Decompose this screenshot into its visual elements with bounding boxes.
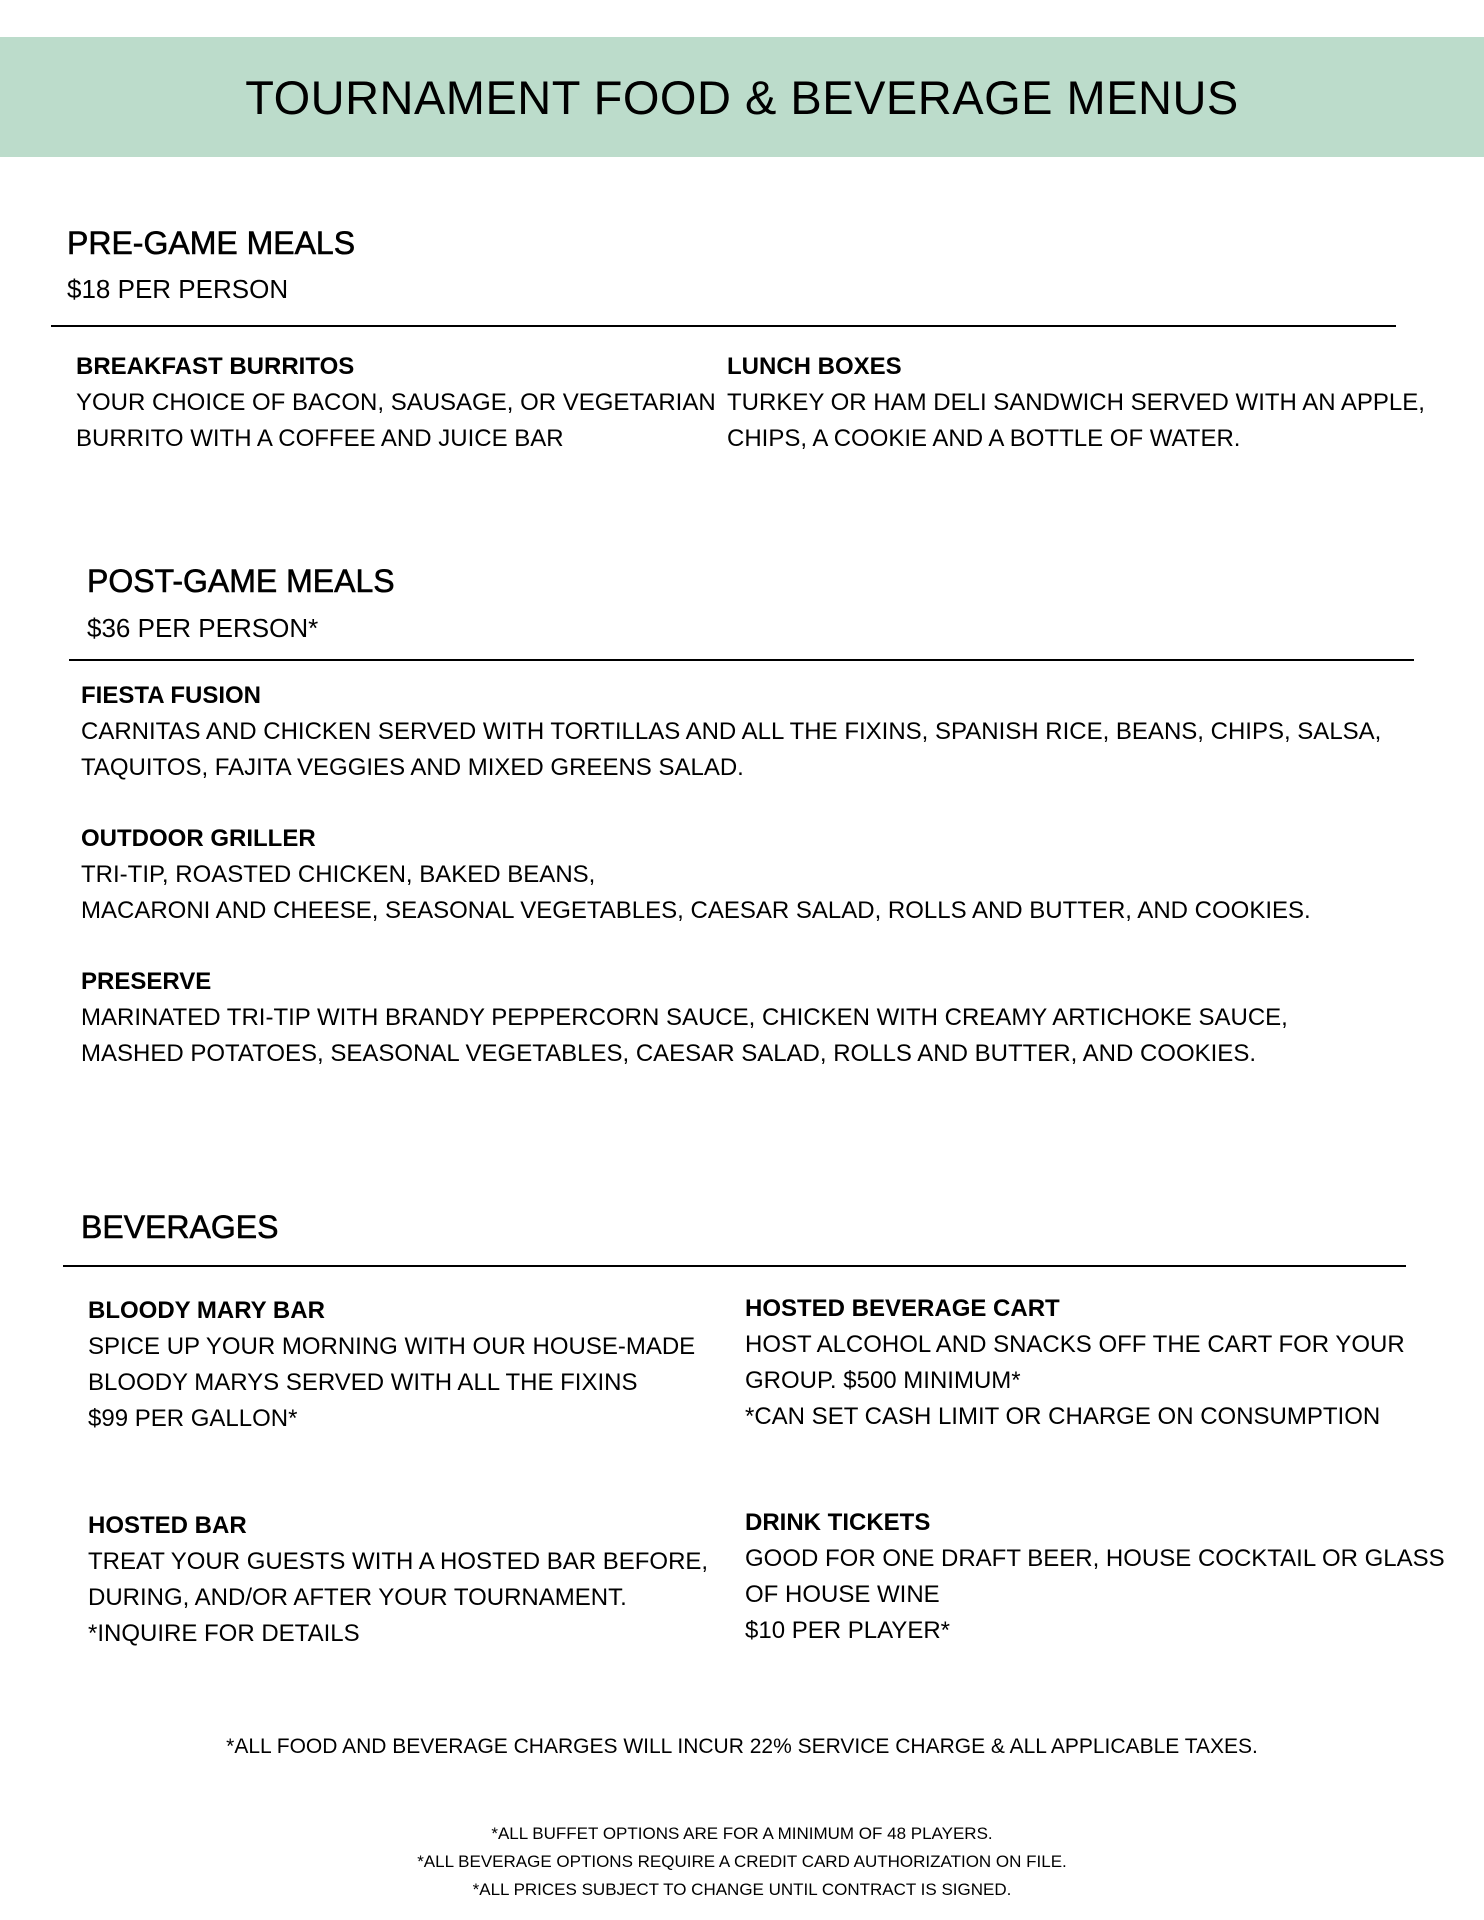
item-description: GOOD FOR ONE DRAFT BEER, HOUSE COCKTAIL OR GLASS — [745, 1545, 1445, 1572]
item-description: SPICE UP YOUR MORNING WITH OUR HOUSE-MADE — [88, 1333, 696, 1360]
item-name: PRESERVE — [81, 968, 212, 995]
page-title: TOURNAMENT FOOD & BEVERAGE MENUS — [245, 70, 1239, 124]
price-change-note: *ALL PRICES SUBJECT TO CHANGE UNTIL CONTRACT IS SIGNED. — [472, 1880, 1012, 1899]
title-banner — [0, 37, 1484, 157]
menu-item-fiesta-fusion — [81, 678, 1381, 786]
item-name: BLOODY MARY BAR — [88, 1297, 325, 1324]
menu-item-hosted-beverage-cart — [745, 1291, 1405, 1435]
beverages-divider — [63, 1265, 1406, 1267]
service-charge-note: *ALL FOOD AND BEVERAGE CHARGES WILL INCUR 22% SERVICE CHARGE & ALL APPLICABLE TAXES. — [226, 1735, 1258, 1758]
item-description: MASHED POTATOES, SEASONAL VEGETABLES, CAESAR SALAD, ROLLS AND BUTTER, AND COOKIES. — [81, 1040, 1256, 1067]
item-name: BREAKFAST BURRITOS — [76, 353, 355, 380]
item-description: GROUP. $500 MINIMUM* — [745, 1367, 1021, 1394]
pregame-divider — [51, 325, 1396, 327]
menu-item-hosted-bar — [88, 1508, 708, 1652]
item-description: BLOODY MARYS SERVED WITH ALL THE FIXINS — [88, 1369, 638, 1396]
buffet-minimum-note: *ALL BUFFET OPTIONS ARE FOR A MINIMUM OF 48 PLAYERS. — [491, 1824, 993, 1843]
item-description: TRI-TIP, ROASTED CHICKEN, BAKED BEANS, — [81, 861, 596, 888]
item-name: FIESTA FUSION — [81, 682, 261, 709]
item-description: MARINATED TRI-TIP WITH BRANDY PEPPERCORN SAUCE, CHICKEN WITH CREAMY ARTICHOKE SAUCE, — [81, 1004, 1288, 1031]
item-name: LUNCH BOXES — [727, 353, 902, 380]
item-description: YOUR CHOICE OF BACON, SAUSAGE, OR VEGETARIAN — [76, 389, 716, 416]
item-name: HOSTED BAR — [88, 1512, 247, 1539]
postgame-divider — [69, 659, 1414, 661]
pregame-price: $18 PER PERSON — [67, 274, 289, 304]
item-description: BURRITO WITH A COFFEE AND JUICE BAR — [76, 425, 564, 452]
item-description: CHIPS, A COOKIE AND A BOTTLE OF WATER. — [727, 425, 1241, 452]
item-name: DRINK TICKETS — [745, 1509, 931, 1536]
menu-item-outdoor-griller — [81, 821, 1311, 929]
menu-item-lunch-boxes — [727, 349, 1425, 457]
menu-item-preserve — [81, 964, 1288, 1072]
item-description: TAQUITOS, FAJITA VEGGIES AND MIXED GREENS SALAD. — [81, 754, 744, 781]
pregame-title: PRE-GAME MEALS — [67, 225, 356, 261]
item-description: HOST ALCOHOL AND SNACKS OFF THE CART FOR YOUR — [745, 1331, 1405, 1358]
item-description: DURING, AND/OR AFTER YOUR TOURNAMENT. — [88, 1584, 627, 1611]
item-description: TURKEY OR HAM DELI SANDWICH SERVED WITH AN APPLE, — [727, 389, 1425, 416]
item-description: MACARONI AND CHEESE, SEASONAL VEGETABLES, CAESAR SALAD, ROLLS AND BUTTER, AND COOKIES. — [81, 897, 1311, 924]
menu-item-drink-tickets — [745, 1505, 1445, 1649]
item-note: *CAN SET CASH LIMIT OR CHARGE ON CONSUMPTION — [745, 1403, 1381, 1430]
item-name: OUTDOOR GRILLER — [81, 825, 316, 852]
item-price: $99 PER GALLON* — [88, 1405, 298, 1432]
menu-item-breakfast-burritos — [76, 349, 716, 457]
postgame-price: $36 PER PERSON* — [87, 613, 319, 643]
item-description: CARNITAS AND CHICKEN SERVED WITH TORTILLAS AND ALL THE FIXINS, SPANISH RICE, BEANS, CHIPS, SALSA, — [81, 718, 1382, 745]
item-price: $10 PER PLAYER* — [745, 1617, 950, 1644]
item-name: HOSTED BEVERAGE CART — [745, 1295, 1060, 1322]
item-description: TREAT YOUR GUESTS WITH A HOSTED BAR BEFORE, — [88, 1548, 709, 1575]
postgame-title: POST-GAME MEALS — [87, 563, 395, 599]
item-note: *INQUIRE FOR DETAILS — [88, 1620, 360, 1647]
beverages-title: BEVERAGES — [81, 1209, 279, 1245]
credit-card-note: *ALL BEVERAGE OPTIONS REQUIRE A CREDIT CARD AUTHORIZATION ON FILE. — [417, 1852, 1067, 1871]
menu-item-bloody-mary-bar — [88, 1293, 695, 1437]
item-description: OF HOUSE WINE — [745, 1581, 940, 1608]
